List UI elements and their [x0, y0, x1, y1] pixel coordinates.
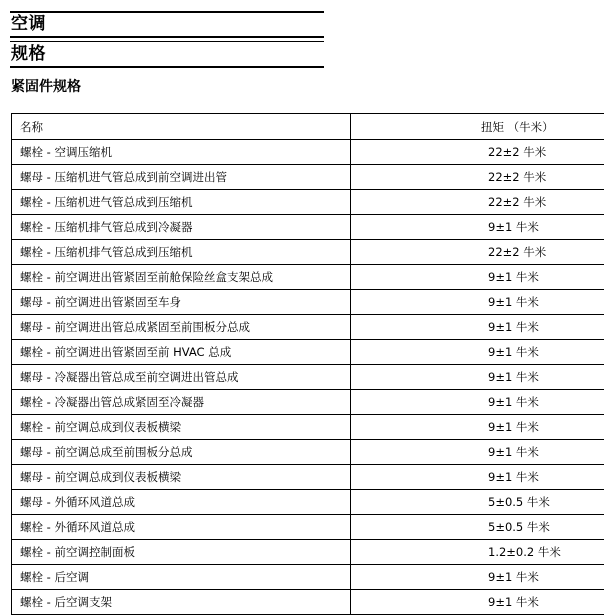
- torque-cell: [351, 465, 604, 490]
- torque-value: 22±2 牛米: [488, 194, 546, 210]
- table-row: [12, 490, 604, 515]
- fastener-name: 螺栓 - 前空调控制面板: [12, 540, 351, 565]
- table-row: [12, 390, 604, 415]
- table-row: [12, 265, 604, 290]
- table-row: [12, 465, 604, 490]
- table-row: [12, 140, 604, 165]
- fastener-spec-table: [11, 113, 604, 615]
- torque-value: 9±1 牛米: [488, 469, 539, 485]
- torque-cell: [351, 565, 604, 590]
- torque-cell: [351, 340, 604, 365]
- torque-value: 22±2 牛米: [488, 169, 546, 185]
- fastener-name: 螺栓 - 前空调进出管紧固至前 HVAC 总成: [12, 340, 351, 365]
- torque-cell: [351, 540, 604, 565]
- section-rule-thin: [10, 41, 324, 42]
- fastener-name: 螺栓 - 冷凝器出管总成紧固至冷凝器: [12, 390, 351, 415]
- fastener-name: 螺栓 - 前空调总成到仪表板横梁: [12, 415, 351, 440]
- fastener-name: 螺栓 - 外循环风道总成: [12, 515, 351, 540]
- table-row: [12, 590, 604, 615]
- table-row: [12, 515, 604, 540]
- fastener-name: 螺母 - 外循环风道总成: [12, 490, 351, 515]
- torque-cell: [351, 415, 604, 440]
- fastener-name: 螺栓 - 后空调: [12, 565, 351, 590]
- fastener-name: 螺母 - 冷凝器出管总成至前空调进出管总成: [12, 365, 351, 390]
- torque-value: 9±1 牛米: [488, 594, 539, 610]
- fastener-name: 螺母 - 前空调进出管紧固至车身: [12, 290, 351, 315]
- torque-cell: [351, 190, 604, 215]
- torque-value: 9±1 牛米: [488, 419, 539, 435]
- torque-value: 5±0.5 牛米: [488, 519, 550, 535]
- header-torque: [351, 114, 604, 140]
- section-title: 空调: [11, 14, 46, 34]
- table-row: [12, 415, 604, 440]
- table-row: [12, 365, 604, 390]
- table-row: [12, 240, 604, 265]
- table-row: [12, 340, 604, 365]
- table-title: 紧固件规格: [11, 78, 81, 96]
- fastener-name: 螺栓 - 前空调进出管紧固至前舱保险丝盒支架总成: [12, 265, 351, 290]
- table-row: [12, 440, 604, 465]
- torque-cell: [351, 140, 604, 165]
- fastener-name: 螺母 - 压缩机进气管总成到前空调进出管: [12, 165, 351, 190]
- table-row: [12, 215, 604, 240]
- torque-value: 9±1 牛米: [488, 394, 539, 410]
- torque-value: 9±1 牛米: [488, 444, 539, 460]
- section-rule: [10, 36, 324, 38]
- torque-value: 9±1 牛米: [488, 219, 539, 235]
- torque-cell: [351, 315, 604, 340]
- torque-cell: [351, 265, 604, 290]
- torque-cell: [351, 240, 604, 265]
- fastener-name: 螺母 - 前空调总成到仪表板横梁: [12, 465, 351, 490]
- torque-value: 9±1 牛米: [488, 294, 539, 310]
- subsection-title: 规格: [11, 44, 46, 64]
- fastener-name: 螺栓 - 后空调支架: [12, 590, 351, 615]
- torque-value: 9±1 牛米: [488, 319, 539, 335]
- torque-cell: [351, 390, 604, 415]
- top-rule: [10, 11, 324, 13]
- table-row: [12, 565, 604, 590]
- fastener-name: 螺栓 - 压缩机进气管总成到压缩机: [12, 190, 351, 215]
- fastener-name: 螺母 - 前空调总成至前围板分总成: [12, 440, 351, 465]
- torque-cell: [351, 440, 604, 465]
- torque-value: 9±1 牛米: [488, 269, 539, 285]
- torque-cell: [351, 365, 604, 390]
- torque-value: 9±1 牛米: [488, 569, 539, 585]
- header-torque-label: 扭矩 （牛米）: [481, 119, 554, 135]
- torque-value: 22±2 牛米: [488, 244, 546, 260]
- table-header-row: [12, 114, 604, 140]
- fastener-name: 螺栓 - 空调压缩机: [12, 140, 351, 165]
- torque-value: 1.2±0.2 牛米: [488, 544, 561, 560]
- torque-cell: [351, 590, 604, 615]
- fastener-name: 螺栓 - 压缩机排气管总成到冷凝器: [12, 215, 351, 240]
- torque-value: 22±2 牛米: [488, 144, 546, 160]
- torque-value: 5±0.5 牛米: [488, 494, 550, 510]
- fastener-name: 螺母 - 前空调进出管总成紧固至前围板分总成: [12, 315, 351, 340]
- torque-value: 9±1 牛米: [488, 369, 539, 385]
- header-name: 名称: [12, 114, 351, 140]
- torque-cell: [351, 215, 604, 240]
- table-row: [12, 315, 604, 340]
- torque-value: 9±1 牛米: [488, 344, 539, 360]
- subsection-rule: [10, 66, 324, 68]
- table-row: [12, 190, 604, 215]
- fastener-name: 螺栓 - 压缩机排气管总成到压缩机: [12, 240, 351, 265]
- torque-cell: [351, 515, 604, 540]
- torque-cell: [351, 490, 604, 515]
- table-row: [12, 290, 604, 315]
- torque-cell: [351, 165, 604, 190]
- torque-cell: [351, 290, 604, 315]
- table-row: [12, 165, 604, 190]
- table-row: [12, 540, 604, 565]
